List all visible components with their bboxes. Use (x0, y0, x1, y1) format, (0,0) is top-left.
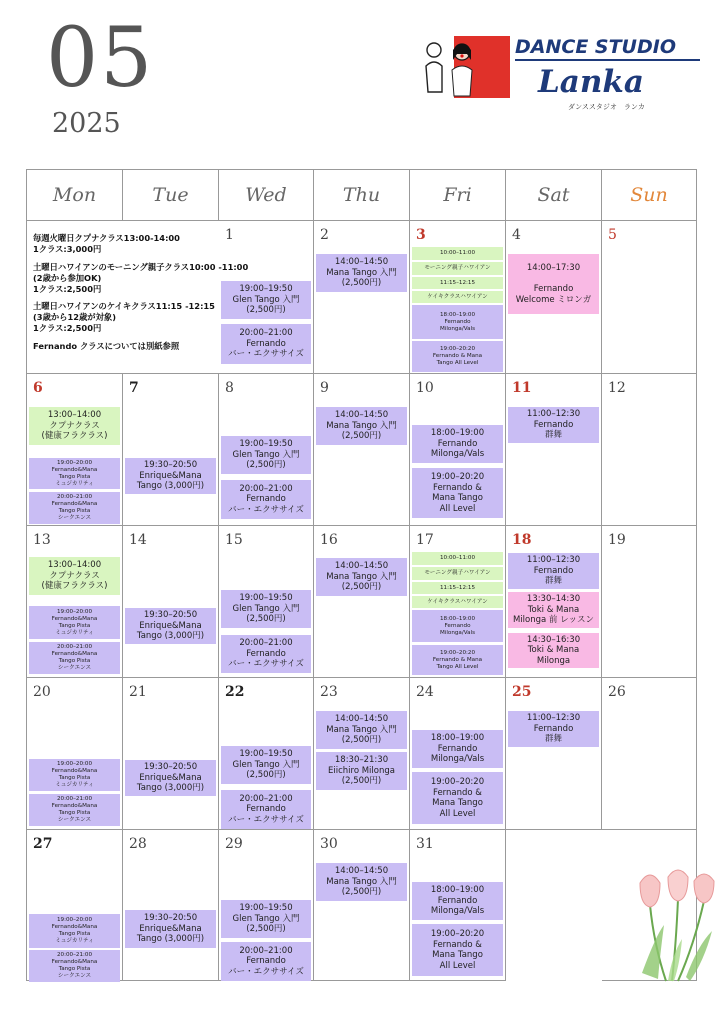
day-cell-14 (123, 526, 219, 678)
class-event[interactable]: 11:00–12:30 Fernando 群舞 (508, 711, 599, 747)
day-number: 17 (416, 532, 434, 548)
day-number: 27 (33, 836, 53, 852)
day-number: 30 (320, 836, 338, 852)
day-number: 24 (416, 684, 434, 700)
day-number: 6 (33, 380, 43, 396)
class-event[interactable]: 20:00–21:00 Fernando バー・エクササイズ (221, 942, 311, 981)
day-number: 14 (129, 532, 147, 548)
day-number: 26 (608, 684, 626, 700)
day-cell-12 (602, 374, 697, 526)
class-event[interactable]: 19:00–20:20 Fernando & Mana Tango All Level (412, 341, 503, 372)
weekday-header-tue: Tue (123, 170, 219, 221)
class-event[interactable]: 14:00–14:50 Mana Tango 入門 (2,500円) (316, 711, 407, 749)
class-event[interactable]: 19:30–20:50 Enrique&Mana Tango (3,000円) (125, 458, 216, 494)
tulip-illustration (628, 865, 720, 983)
day-number: 21 (129, 684, 147, 700)
day-cell-24 (410, 678, 506, 830)
day-number: 29 (225, 836, 243, 852)
weekday-header-wed: Wed (219, 170, 314, 221)
class-event[interactable]: 19:00–19:50 Glen Tango 入門 (2,500円) (221, 900, 311, 938)
day-number: 18 (512, 532, 532, 548)
day-cell-6 (27, 374, 123, 526)
class-event[interactable]: 18:00–19:00 Fernando Milonga/Vals (412, 730, 503, 768)
class-event[interactable]: 19:00–19:50 Glen Tango 入門 (2,500円) (221, 436, 311, 474)
day-number: 9 (320, 380, 329, 396)
day-number: 31 (416, 836, 434, 852)
weekday-header-sat: Sat (506, 170, 602, 221)
day-cell-1 (219, 221, 314, 374)
day-cell-4 (506, 221, 602, 374)
class-event[interactable]: 19:00–20:00 Fernando&Mana Tango Pista ミュジカリティ (29, 458, 120, 489)
class-event[interactable]: 19:00–20:20 Fernando & Mana Tango All Level (412, 468, 503, 518)
class-event[interactable]: 18:00–19:00 Fernando Milonga/Vals (412, 425, 503, 463)
day-number: 10 (416, 380, 434, 396)
class-event[interactable]: 11:00–12:30 Fernando 群舞 (508, 553, 599, 589)
day-cell-23 (314, 678, 410, 830)
class-event[interactable]: 10:00–11:00 (412, 247, 503, 260)
day-cell-3 (410, 221, 506, 374)
class-event[interactable]: 20:00–21:00 Fernando バー・エクササイズ (221, 324, 311, 364)
day-number: 11 (512, 380, 532, 396)
class-event[interactable]: 18:00–19:00 Fernando Milonga/Vals (412, 882, 503, 920)
day-cell-17 (410, 526, 506, 678)
day-cell-5 (602, 221, 697, 374)
class-event[interactable]: モーニング親子ハワイアン (412, 262, 503, 275)
studio-logo (420, 34, 710, 111)
class-event[interactable]: 14:00–14:50 Mana Tango 入門 (2,500円) (316, 558, 407, 596)
day-cell-11 (506, 374, 602, 526)
calendar-grid (26, 169, 697, 981)
logo-divider (515, 59, 700, 61)
day-number: 25 (512, 684, 532, 700)
class-event[interactable]: 13:00–14:00 クプナクラス (健康フラクラス) (29, 407, 120, 445)
note-line: 土曜日ハワイアンのケイキクラス11:15 -12:15 (3歳から12歳が対象) 1クラス:2,500円 (33, 301, 215, 333)
day-cell-13 (27, 526, 123, 678)
class-event[interactable]: ケイキクラスハワイアン (412, 291, 503, 303)
class-event[interactable]: 18:30–21:30 Eiichiro Milonga (2,500円) (316, 752, 407, 790)
day-cell-27 (27, 830, 123, 981)
class-event[interactable]: モーニング親子ハワイアン (412, 567, 503, 580)
weekday-header-mon: Mon (27, 170, 123, 221)
day-number: 3 (416, 227, 426, 243)
logo-title: DANCE STUDIO (515, 36, 676, 58)
day-cell-19 (602, 526, 697, 678)
class-event[interactable]: 13:00–14:00 クプナクラス (健康フラクラス) (29, 557, 120, 595)
class-event[interactable]: 19:00–20:00 Fernando&Mana Tango Pista ミュジカリティ (29, 914, 120, 948)
note-line: Fernando クラスについては別紙参照 (33, 340, 180, 351)
day-cell-21 (123, 678, 219, 830)
day-cell-10 (410, 374, 506, 526)
day-number: 1 (225, 227, 234, 243)
day-cell-20 (27, 678, 123, 830)
class-event[interactable]: 19:00–20:20 Fernando & Mana Tango All Level (412, 645, 503, 675)
class-event[interactable]: 19:30–20:50 Enrique&Mana Tango (3,000円) (125, 608, 216, 644)
day-cell-28 (123, 830, 219, 981)
class-event[interactable]: 19:00–20:00 Fernando&Mana Tango Pista ミュジカリティ (29, 759, 120, 791)
year: 2025 (52, 108, 121, 139)
day-number: 12 (608, 380, 626, 396)
class-event[interactable]: 20:00–21:00 Fernando&Mana Tango Pista シークエンス (29, 492, 120, 524)
class-event[interactable]: 19:00–19:50 Glen Tango 入門 (2,500円) (221, 281, 311, 319)
note-line: 土曜日ハワイアンのモーニング親子クラス10:00 -11:00 (2歳から参加OK) 1クラス:2,500円 (33, 261, 249, 294)
day-cell-22 (219, 678, 314, 830)
logo-kana: ダンススタジオ ランカ (568, 103, 645, 111)
day-cell-16 (314, 526, 410, 678)
day-number: 28 (129, 836, 147, 852)
day-cell-31 (410, 830, 506, 981)
dancer-illustration (420, 36, 476, 100)
day-cell-2 (314, 221, 410, 374)
day-number: 13 (33, 532, 51, 548)
day-cell-26 (602, 678, 697, 830)
class-event[interactable]: 19:30–20:50 Enrique&Mana Tango (3,000円) (125, 910, 216, 948)
day-number: 20 (33, 684, 51, 700)
day-number: 19 (608, 532, 626, 548)
class-event[interactable]: 14:00–14:50 Mana Tango 入門 (2,500円) (316, 254, 407, 292)
class-event[interactable]: 14:00–14:50 Mana Tango 入門 (2,500円) (316, 407, 407, 445)
class-event[interactable]: 20:00–21:00 Fernando バー・エクササイズ (221, 480, 311, 519)
day-cell-25 (506, 678, 602, 830)
class-event[interactable]: 19:00–19:50 Glen Tango 入門 (2,500円) (221, 590, 311, 628)
class-event[interactable]: 11:15–12:15 (412, 582, 503, 594)
class-event[interactable]: 10:00–11:00 (412, 552, 503, 565)
class-event[interactable]: 19:00–20:20 Fernando & Mana Tango All Level (412, 924, 503, 976)
day-cell-15 (219, 526, 314, 678)
day-number: 2 (320, 227, 329, 243)
class-event[interactable]: 20:00–21:00 Fernando&Mana Tango Pista シークエンス (29, 642, 120, 674)
class-event[interactable]: 18:00–19:00 Fernando Milonga/Vals (412, 610, 503, 642)
weekday-header-thu: Thu (314, 170, 410, 221)
note-line: 毎週火曜日クプナクラス13:00-14:00 1クラス:3,000円 (33, 233, 180, 254)
weekday-header-sun: Sun (602, 170, 697, 221)
class-event[interactable]: 11:00–12:30 Fernando 群舞 (508, 407, 599, 443)
class-event[interactable]: 14:00–17:30 Fernando Welcome ミロンガ (508, 254, 599, 314)
day-cell-8 (219, 374, 314, 526)
day-number: 5 (608, 227, 617, 243)
class-event[interactable]: 19:00–20:20 Fernando & Mana Tango All Level (412, 772, 503, 824)
logo-wordmark: Lanka (538, 64, 644, 100)
class-event[interactable]: 20:00–21:00 Fernando バー・エクササイズ (221, 790, 311, 829)
class-event[interactable]: 19:30–20:50 Enrique&Mana Tango (3,000円) (125, 760, 216, 796)
day-cell-7 (123, 374, 219, 526)
class-event[interactable]: 20:00–21:00 Fernando&Mana Tango Pista シークエンス (29, 950, 120, 982)
day-number: 15 (225, 532, 243, 548)
class-event[interactable]: 19:00–19:50 Glen Tango 入門 (2,500円) (221, 746, 311, 784)
class-event[interactable]: ケイキクラスハワイアン (412, 596, 503, 608)
weekday-header-fri: Fri (410, 170, 506, 221)
class-event[interactable]: 13:30–14:30 Toki & Mana Milonga 前 レッスン (508, 592, 599, 628)
class-event[interactable]: 20:00–21:00 Fernando&Mana Tango Pista シークエンス (29, 794, 120, 826)
day-cell-29 (219, 830, 314, 981)
class-event[interactable]: 14:00–14:50 Mana Tango 入門 (2,500円) (316, 863, 407, 901)
class-event[interactable]: 19:00–20:00 Fernando&Mana Tango Pista ミュジカリティ (29, 606, 120, 639)
class-event[interactable]: 18:00–19:00 Fernando Milonga/Vals (412, 305, 503, 339)
day-number: 23 (320, 684, 338, 700)
class-event[interactable]: 20:00–21:00 Fernando バー・エクササイズ (221, 635, 311, 673)
day-cell-30 (314, 830, 410, 981)
day-number: 22 (225, 684, 245, 700)
day-cell-9 (314, 374, 410, 526)
day-cell-18 (506, 526, 602, 678)
day-number: 7 (129, 380, 139, 396)
day-number: 16 (320, 532, 338, 548)
day-number: 8 (225, 380, 234, 396)
class-event[interactable]: 11:15–12:15 (412, 277, 503, 289)
class-event[interactable]: 14:30–16:30 Toki & Mana Milonga (508, 633, 599, 668)
month-number: 05 (46, 11, 155, 106)
day-number: 4 (512, 227, 521, 243)
